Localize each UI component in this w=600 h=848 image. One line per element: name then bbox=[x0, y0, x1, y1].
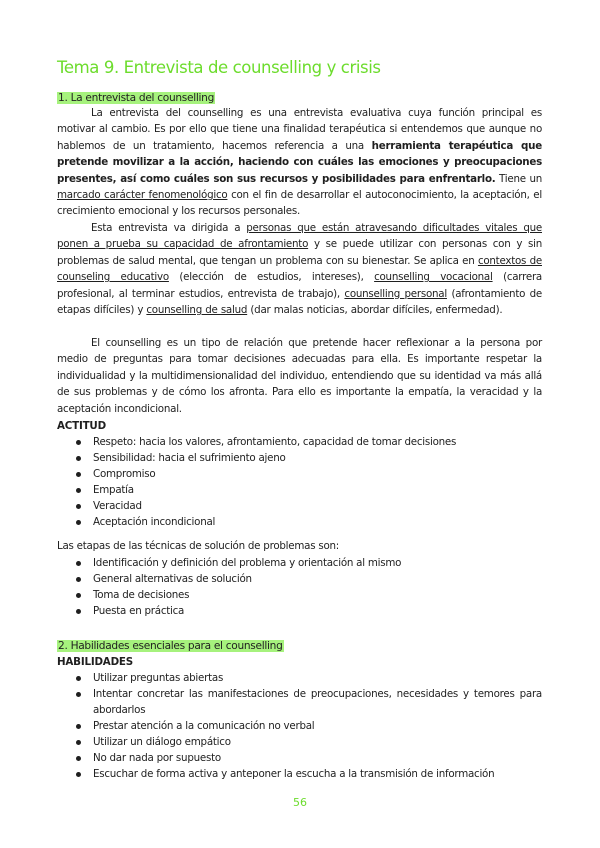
list-item-text: Empatía bbox=[93, 484, 134, 496]
paragraph-2-text-6: (dar malas noticias, abordar difíciles, enfermedad). bbox=[247, 304, 503, 317]
bullet-icon bbox=[76, 561, 81, 566]
list-item bbox=[57, 450, 542, 466]
bullet-icon bbox=[76, 520, 81, 525]
paragraph-2-text-4: (carrera profesional, al terminar estudios, entrevista de trabajo), bbox=[57, 271, 542, 300]
list-item bbox=[57, 482, 542, 498]
list-item-text: Identificación y definición del problema y orientación al mismo bbox=[93, 557, 402, 569]
list-item bbox=[57, 466, 542, 482]
bullet-icon bbox=[76, 756, 81, 761]
bullet-icon bbox=[76, 440, 81, 445]
section-heading-1-text: 1. La entrevista del counselling bbox=[58, 92, 215, 104]
bullet-icon bbox=[76, 676, 81, 681]
page-number: 56 bbox=[293, 796, 307, 809]
list-item-text: Aceptación incondicional bbox=[93, 516, 216, 528]
list-item-text: Veracidad bbox=[93, 500, 142, 512]
list-item bbox=[57, 686, 542, 718]
bullet-icon bbox=[76, 772, 81, 777]
paragraph-3-text: El counselling es un tipo de relación que pretende hacer reflexionar a la persona por medio de preguntas para tomar decisiones adecuadas para ella. Es importante respetar la individualidad y la multidimensionalidad del individuo, entendiendo que su identidad va más allá de sus problemas y de cómo los afronta. Para ello es importante la empatía, la veracidad y la aceptación incondicional. bbox=[57, 337, 542, 415]
paragraph-1-text-3: con el fin de desarrollar el autoconocimiento, la aceptación, el crecimiento emocional y los recursos personales. bbox=[57, 189, 542, 218]
actitud-list bbox=[57, 434, 542, 530]
paragraph-1-text: La entrevista del counselling es una entrevista evaluativa cuya función principal es motivar al cambio. Es por ello que tiene una finalidad terapéutica si entendemos que aunque no hablemos de un tratamiento, hacemos referencia a una bbox=[57, 107, 542, 152]
etapas-list bbox=[57, 555, 542, 619]
bullet-icon bbox=[76, 692, 81, 697]
paragraph-2-underline-4: counselling personal bbox=[344, 287, 447, 300]
section-heading-2-text: 2. Habilidades esenciales para el counselling bbox=[58, 640, 283, 652]
list-item bbox=[57, 514, 542, 530]
list-item bbox=[57, 750, 542, 766]
list-item bbox=[57, 571, 542, 587]
bullet-icon bbox=[76, 740, 81, 745]
list-item-text: Toma de decisiones bbox=[93, 589, 190, 601]
list-item-text: Compromiso bbox=[93, 468, 156, 480]
list-item bbox=[57, 434, 542, 450]
bullet-icon bbox=[76, 609, 81, 614]
bullet-icon bbox=[76, 724, 81, 729]
list-item-text: Intentar concretar las manifestaciones de preocupaciones, necesidades y temores para abordarlos bbox=[93, 688, 542, 716]
list-item bbox=[57, 603, 542, 619]
bullet-icon bbox=[76, 472, 81, 477]
section-heading-2 bbox=[57, 640, 284, 652]
list-item-text: Puesta en práctica bbox=[93, 605, 185, 617]
habilidades-list bbox=[57, 670, 542, 782]
paragraph-2-underline-5: counselling de salud bbox=[146, 304, 248, 317]
list-item-text: Prestar atención a la comunicación no verbal bbox=[93, 720, 315, 732]
list-item bbox=[57, 718, 542, 734]
bullet-icon bbox=[76, 504, 81, 509]
list-item-text: Respeto: hacia los valores, afrontamiento, capacidad de tomar decisiones bbox=[93, 436, 457, 448]
list-item-text: Utilizar preguntas abiertas bbox=[93, 672, 224, 684]
etapas-intro: Las etapas de las técnicas de solución de problemas son: bbox=[57, 540, 340, 552]
list-item-text: No dar nada por supuesto bbox=[93, 752, 221, 764]
list-item-text: General alternativas de solución bbox=[93, 573, 252, 585]
paragraph-1-underline: marcado carácter fenomenológico bbox=[57, 189, 228, 202]
list-item bbox=[57, 498, 542, 514]
list-item-text: Sensibilidad: hacia el sufrimiento ajeno bbox=[93, 452, 286, 464]
list-item bbox=[57, 734, 542, 750]
bullet-icon bbox=[76, 456, 81, 461]
list-item-text: Escuchar de forma activa y anteponer la escucha a la transmisión de información bbox=[93, 768, 495, 780]
paragraph-3 bbox=[57, 335, 542, 417]
list-item bbox=[57, 555, 542, 571]
bullet-icon bbox=[76, 593, 81, 598]
paragraph-1-bold: herramienta terapéutica que pretende movilizar a la acción, haciendo con cuáles las emociones y preocupaciones presentes, así como cuáles son sus recursos y posibilidades para enfrentarlo. bbox=[57, 139, 542, 185]
paragraph-1-text-2: Tiene un bbox=[495, 172, 542, 185]
bullet-icon bbox=[76, 488, 81, 493]
list-item bbox=[57, 670, 542, 686]
paragraph-2-underline-3: counselling vocacional bbox=[374, 271, 493, 284]
paragraph-2-underline-2: contextos de counseling educativo bbox=[57, 254, 542, 284]
paragraph-2-text-2: y se puede utilizar con personas con y sin problemas de salud mental, que tengan un problema con su bienestar. Se aplica en bbox=[57, 238, 542, 267]
bullet-icon bbox=[76, 577, 81, 582]
paragraph-2-text-3: (elección de estudios, intereses), bbox=[168, 271, 375, 284]
paragraph-2-text: Esta entrevista va dirigida a bbox=[91, 222, 247, 234]
list-item-text: Utilizar un diálogo empático bbox=[93, 736, 231, 748]
page-title: Tema 9. Entrevista de counselling y crisis bbox=[57, 58, 381, 77]
section-heading-1 bbox=[57, 92, 215, 104]
paragraph-2-text-5: (afrontamiento de etapas difíciles) y bbox=[57, 287, 543, 317]
paragraph-2-underline-1: personas que están atravesando dificultades vitales que ponen a prueba su capacidad de afrontamiento bbox=[57, 222, 542, 251]
list-item bbox=[57, 587, 542, 603]
habilidades-label: HABILIDADES bbox=[57, 656, 133, 668]
list-item bbox=[57, 766, 542, 782]
paragraph-2 bbox=[57, 220, 542, 318]
actitud-label: ACTITUD bbox=[57, 420, 106, 432]
paragraph-1 bbox=[57, 105, 542, 220]
